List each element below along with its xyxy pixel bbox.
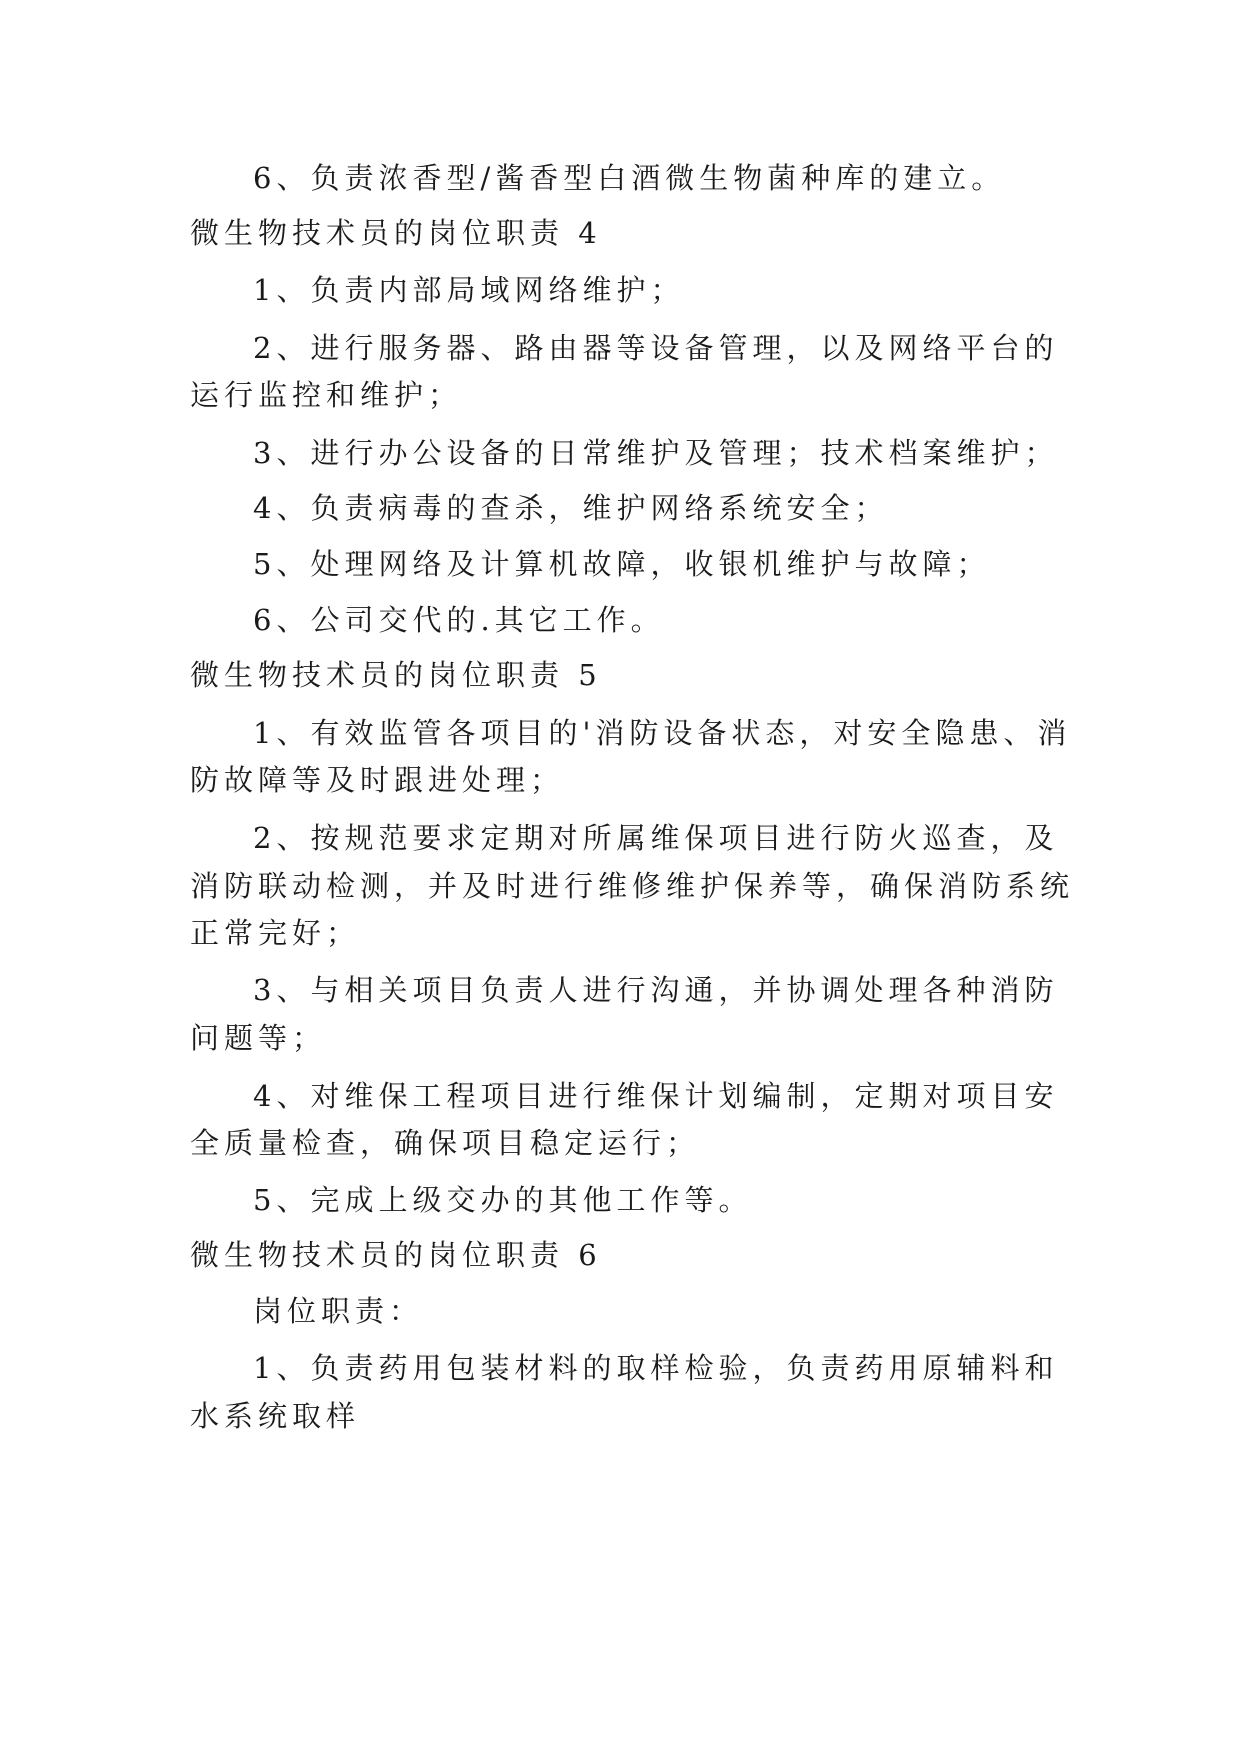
- paragraph-line: 3、与相关项目负责人进行沟通，并协调处理各种消防: [253, 973, 1059, 1007]
- paragraph-line: 消防联动检测，并及时进行维修维护保养等，确保消防系统: [190, 869, 1075, 903]
- paragraph-line: 1、有效监管各项目的'消防设备状态，对安全隐患、消: [253, 716, 1072, 750]
- paragraph-line: 正常完好；: [190, 916, 361, 950]
- section-heading: 微生物技术员的岗位职责 6: [190, 1238, 602, 1272]
- section-heading: 微生物技术员的岗位职责 4: [190, 216, 602, 250]
- paragraph-line: 5、处理网络及计算机故障，收银机维护与故障；: [253, 547, 991, 581]
- paragraph-line: 3、进行办公设备的日常维护及管理；技术档案维护；: [253, 436, 1059, 470]
- paragraph-line: 防故障等及时跟进处理；: [190, 763, 565, 797]
- paragraph-line: 岗位职责：: [253, 1294, 424, 1328]
- paragraph-line: 运行监控和维护；: [190, 378, 463, 412]
- paragraph-line: 2、进行服务器、路由器等设备管理，以及网络平台的: [253, 331, 1059, 365]
- paragraph-line: 4、对维保工程项目进行维保计划编制，定期对项目安: [253, 1079, 1059, 1113]
- paragraph-line: 6、公司交代的.其它工作。: [253, 603, 665, 637]
- paragraph-line: 5、完成上级交办的其他工作等。: [253, 1183, 753, 1217]
- paragraph-line: 全质量检查，确保项目稳定运行；: [190, 1126, 701, 1160]
- paragraph-line: 问题等；: [190, 1021, 327, 1055]
- paragraph-line: 1、负责药用包装材料的取样检验，负责药用原辅料和: [253, 1351, 1059, 1385]
- section-heading: 微生物技术员的岗位职责 5: [190, 658, 602, 692]
- paragraph-line: 水系统取样: [190, 1399, 361, 1433]
- paragraph-line: 6、负责浓香型/酱香型白酒微生物菌种库的建立。: [253, 161, 1006, 195]
- paragraph-line: 1、负责内部局域网络维护；: [253, 273, 685, 307]
- paragraph-line: 4、负责病毒的查杀，维护网络系统安全；: [253, 491, 889, 525]
- paragraph-line: 2、按规范要求定期对所属维保项目进行防火巡查，及: [253, 821, 1059, 855]
